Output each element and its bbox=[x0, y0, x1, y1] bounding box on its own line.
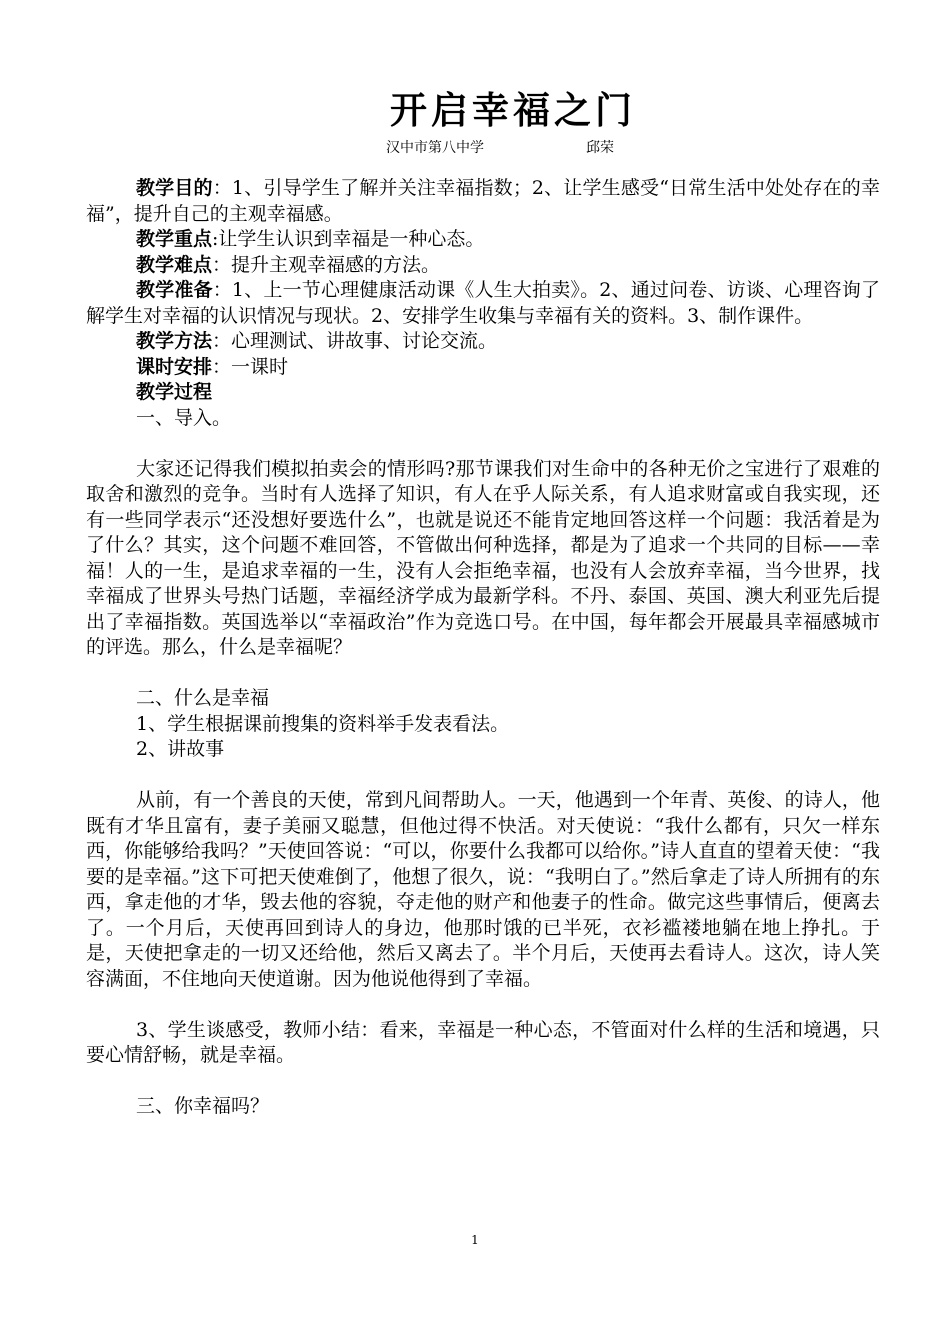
author-name: 邱荣 bbox=[586, 140, 614, 156]
prep-text: ：1、上一节心理健康活动课《人生大拍卖》。2、通过问卷、访谈、心理咨询了解学生对幸福的认识情况与现状。2、安排学生收集与幸福有关的资料。3、制作课件。 bbox=[86, 279, 880, 327]
key-paragraph bbox=[86, 227, 880, 253]
prep-paragraph bbox=[86, 278, 880, 329]
spacer bbox=[86, 431, 880, 457]
method-label: 教学方法 bbox=[136, 330, 213, 352]
section1-heading: 一、导入。 bbox=[136, 406, 232, 429]
spacer bbox=[86, 992, 880, 1018]
page-number: 1 bbox=[471, 1233, 479, 1247]
goal-label: 教学目的 bbox=[136, 177, 213, 199]
goal-text: ：1、引导学生了解并关注幸福指数；2、让学生感受“日常生活中处处存在的幸福”，提升自己的主观幸福感。 bbox=[86, 177, 880, 225]
key-text: :让学生认识到幸福是一种心态。 bbox=[212, 228, 485, 250]
document-page bbox=[86, 86, 880, 1120]
section2-item2: 2、讲故事 bbox=[136, 738, 225, 760]
schedule-label: 课时安排 bbox=[136, 355, 213, 378]
method-paragraph bbox=[86, 329, 880, 355]
spacer bbox=[86, 763, 880, 789]
schedule-paragraph bbox=[86, 355, 880, 381]
section2-heading: 二、什么是幸福 bbox=[136, 687, 270, 709]
goal-paragraph bbox=[86, 176, 880, 227]
document-title: 开启幸福之门 bbox=[390, 89, 636, 132]
difficulty-text: ：提升主观幸福感的方法。 bbox=[212, 253, 441, 276]
section2-item3: 3、学生谈感受，教师小结：看来，幸福是一种心态，不管面对什么样的生活和境遇，只要心情舒畅，就是幸福。 bbox=[86, 1018, 880, 1066]
schedule-text: ：一课时 bbox=[212, 355, 289, 378]
spacer bbox=[86, 1069, 880, 1095]
school-name: 汉中市第八中学 bbox=[386, 140, 484, 156]
key-label: 教学重点 bbox=[136, 228, 213, 250]
spacer bbox=[86, 661, 880, 687]
difficulty-paragraph bbox=[86, 253, 880, 279]
section2-item1: 1、学生根据课前搜集的资料举手发表看法。 bbox=[136, 712, 510, 735]
section3-heading: 三、你幸福吗？ bbox=[136, 1095, 270, 1117]
prep-label: 教学准备 bbox=[136, 279, 213, 301]
story-paragraph: 从前，有一个善良的天使，常到凡间帮助人。一天，他遇到一个年青、英俊、的诗人，他既有才华且富有，妻子美丽又聪慧，但他过得不快活。对天使说：“我什么都有，只欠一样东西，你能够给我吗？”天使回答说：“可以，你要什么我都可以给你。”诗人直直的望着天使：“我要的是幸福。”这下可把天使难倒了，他想了很久，说：“我明白了。”然后拿走了诗人所拥有的东西，拿走他的才华，毁去他的容貌，夺走他的财产和他妻子的性命。做完这些事情后，便离去了。一个月后，天使再回到诗人的身边，他那时饿的已半死，衣衫褴褛地躺在地上挣扎。于是，天使把拿走的一切又还给他，然后又离去了。半个月后，天使再去看诗人。这次，诗人笑容满面，不住地向天使道谢。因为他说他得到了幸福。 bbox=[86, 789, 880, 990]
byline bbox=[86, 138, 880, 158]
process-heading bbox=[86, 380, 880, 406]
difficulty-label: 教学难点 bbox=[136, 253, 213, 276]
method-text: ：心理测试、讲故事、讨论交流。 bbox=[212, 330, 498, 352]
section1-paragraph: 大家还记得我们模拟拍卖会的情形吗?那节课我们对生命中的各种无价之宝进行了艰难的取舍和激烈的竞争。当时有人选择了知识，有人在乎人际关系，有人追求财富或自我实现，还有一些同学表示“还没想好要选什么”，也就是说还不能肯定地回答这样一个问题：我活着是为了什么？其实，这个问题不难回答，不管做出何种选择，都是为了追求一个共同的目标——幸福！人的一生，是追求幸福的一生，没有人会拒绝幸福，也没有人会放弃幸福，当今世界，找幸福成了世界头号热门话题，幸福经济学成为最新学科。不丹、泰国、英国、澳大利亚先后提出了幸福指数。英国选举以“幸福政治”作为竞选口号。在中国，每年都会开展最具幸福感城市的评选。那么，什么是幸福呢？ bbox=[86, 457, 880, 658]
process-label: 教学过程 bbox=[136, 381, 213, 403]
